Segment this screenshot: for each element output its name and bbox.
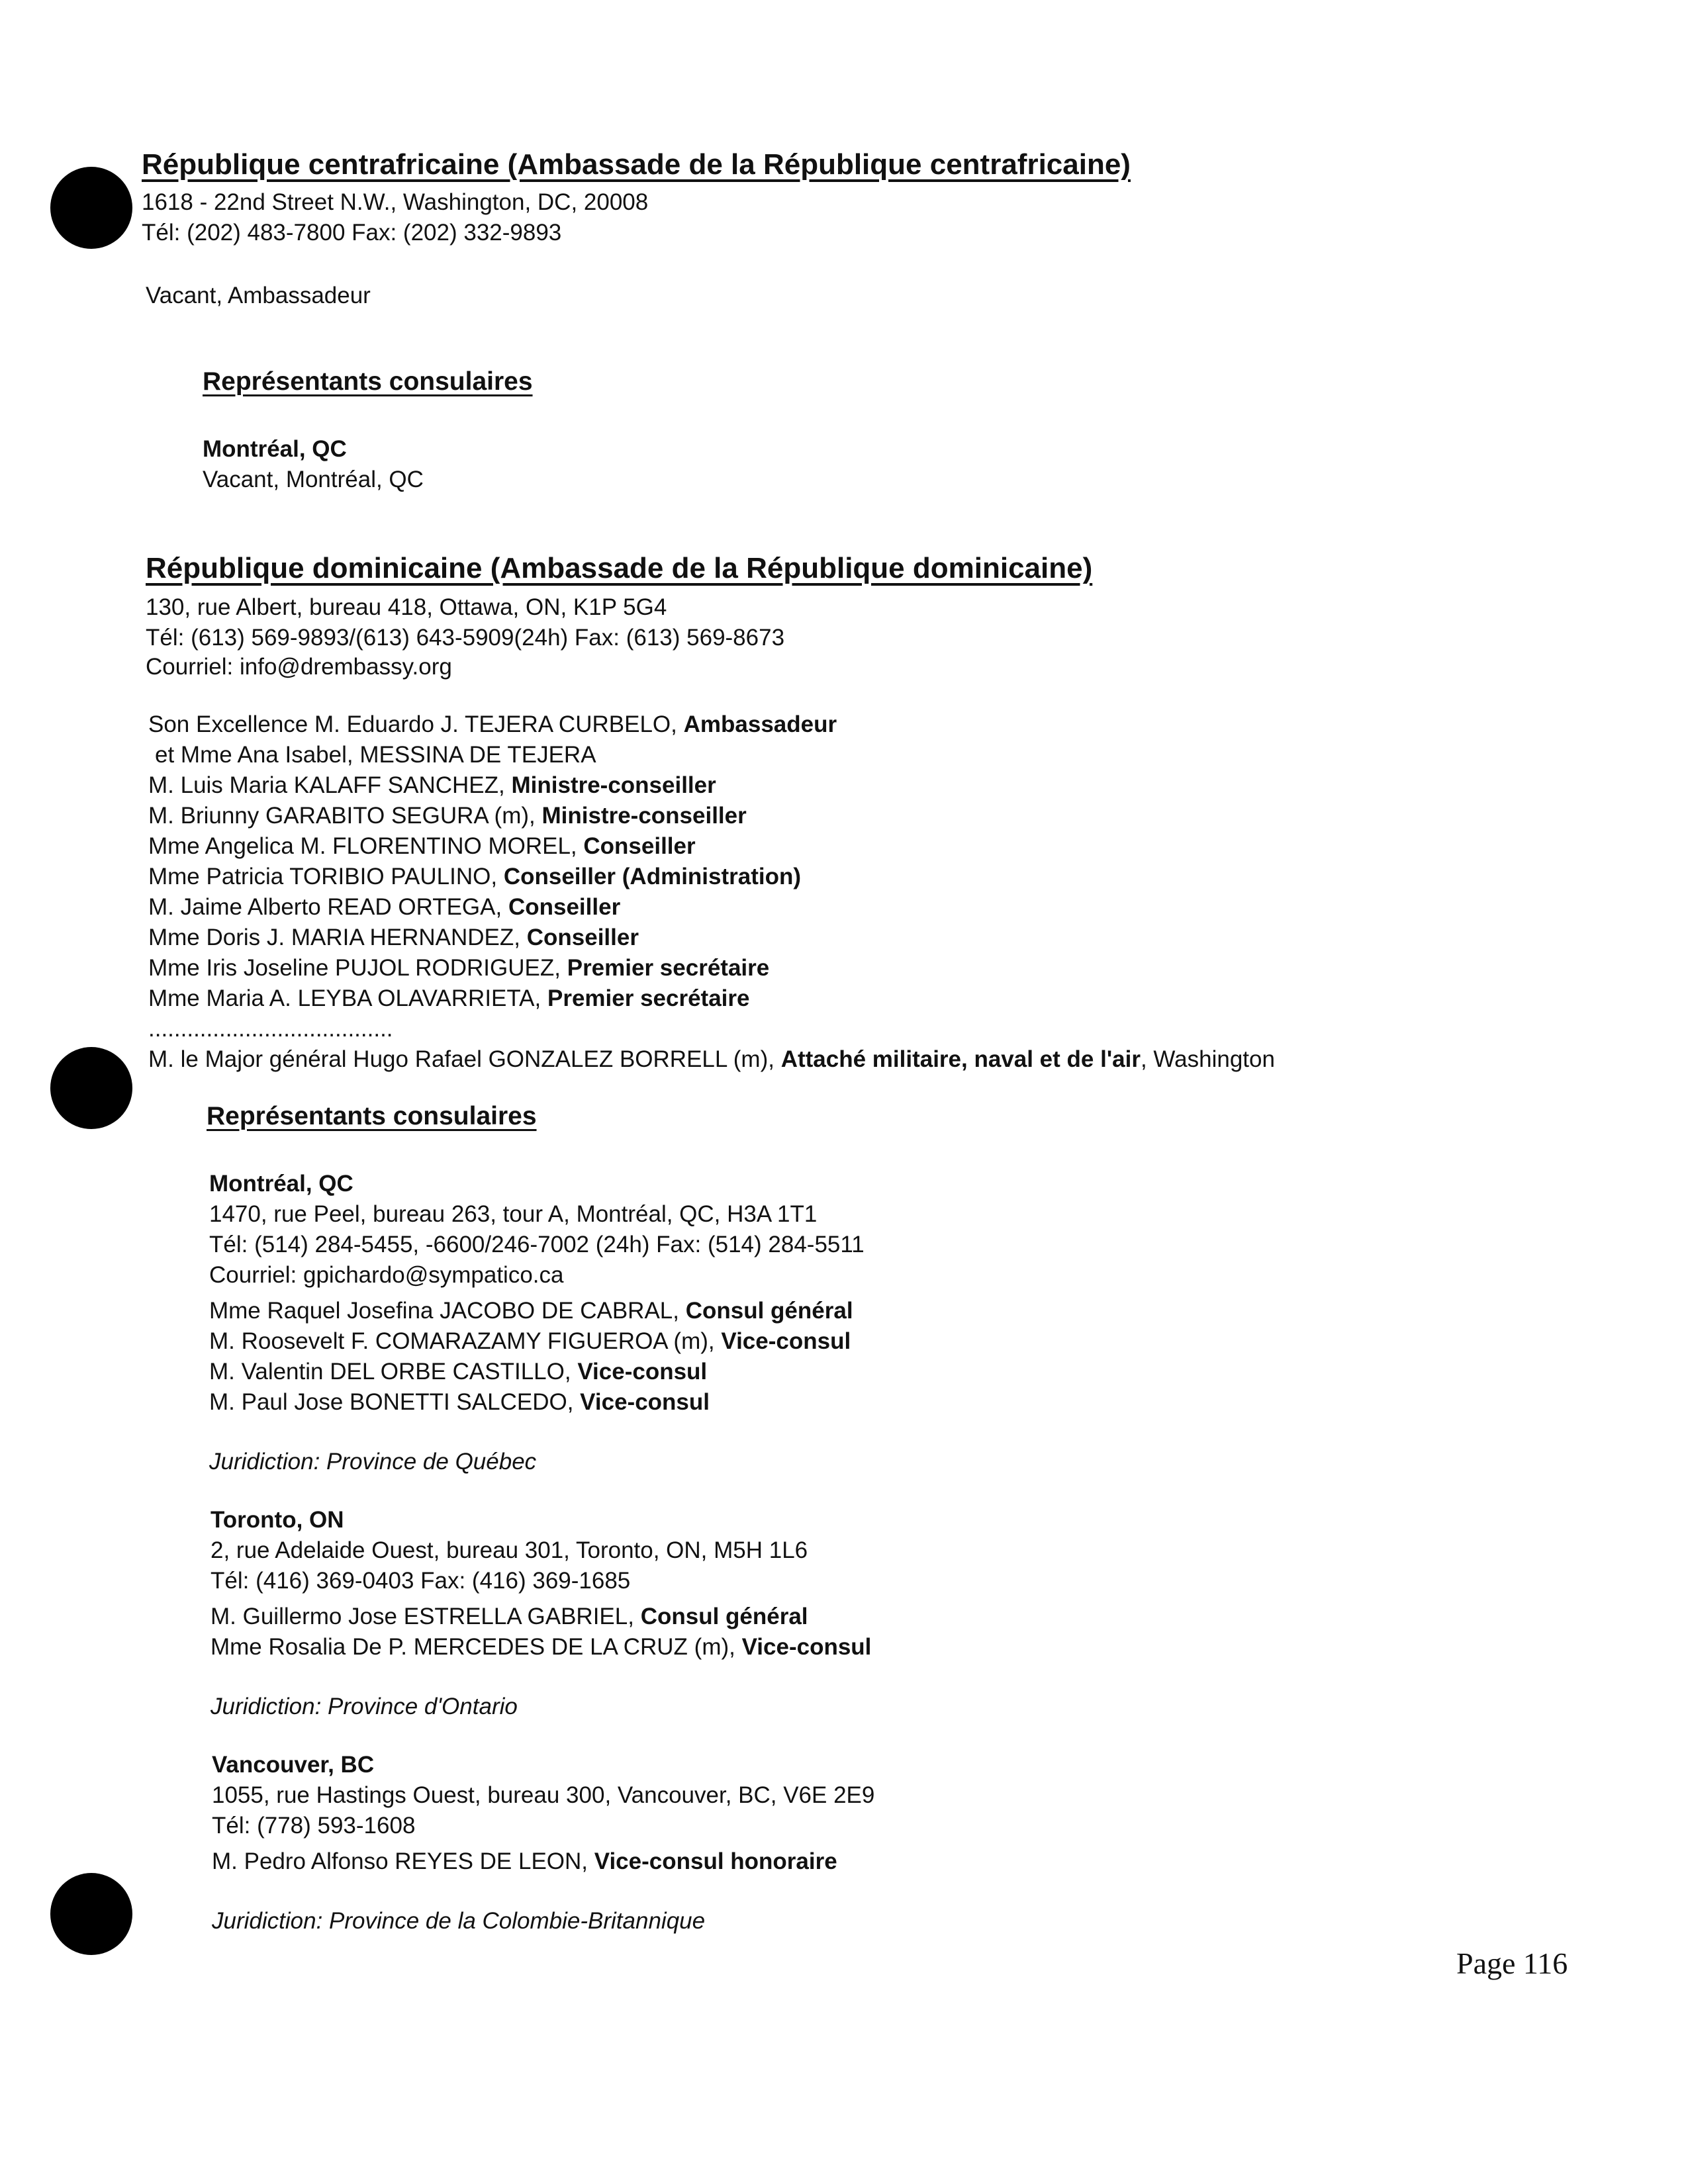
consulate-address: 1055, rue Hastings Ouest, bureau 300, Vancouver, BC, V6E 2E9 <box>212 1782 875 1808</box>
car-consular-heading: Représentants consulaires <box>203 367 533 396</box>
car-address: 1618 - 22nd Street N.W., Washington, DC, 20008 <box>142 189 649 215</box>
consulate-vancouver <box>212 1750 874 1936</box>
list-item: M. Roosevelt F. COMARAZAMY FIGUEROA (m), Vice-consul <box>209 1328 851 1354</box>
list-item: Mme Angelica M. FLORENTINO MOREL, Conseiller <box>148 833 696 859</box>
consulate-city: Toronto, ON <box>211 1507 344 1533</box>
punch-hole-top <box>50 167 132 249</box>
list-item: M. Guillermo Jose ESTRELLA GABRIEL, Consul général <box>211 1604 808 1629</box>
consulate-city: Montréal, QC <box>209 1171 353 1197</box>
consulate-city: Vancouver, BC <box>212 1752 375 1778</box>
dr-heading: République dominicaine (Ambassade de la République dominicaine) <box>146 552 1093 584</box>
car-phone: Tél: (202) 483-7800 Fax: (202) 332-9893 <box>142 220 562 246</box>
consulate-jurisdiction: Juridiction: Province de la Colombie-Britannique <box>212 1908 706 1934</box>
list-item: M. Jaime Alberto READ ORTEGA, Conseiller <box>148 894 621 920</box>
list-item: M. le Major général Hugo Rafael GONZALEZ BORRELL (m), Attaché militaire, naval et de l'air, Washington <box>148 1046 1275 1072</box>
list-item: M. Valentin DEL ORBE CASTILLO, Vice-consul <box>209 1359 708 1385</box>
list-item: Son Excellence M. Eduardo J. TEJERA CURBELO, Ambassadeur <box>148 711 837 737</box>
dr-phone: Tél: (613) 569-9893/(613) 643-5909(24h) Fax: (613) 569-8673 <box>146 625 785 651</box>
consulate-phone: Tél: (514) 284-5455, -6600/246-7002 (24h) Fax: (514) 284-5511 <box>209 1232 865 1257</box>
consulate-phone: Tél: (416) 369-0403 Fax: (416) 369-1685 <box>211 1568 631 1594</box>
list-item: Mme Maria A. LEYBA OLAVARRIETA, Premier secrétaire <box>148 985 750 1011</box>
page-number: Page 116 <box>1456 1946 1568 1980</box>
consulate-jurisdiction: Juridiction: Province d'Ontario <box>211 1694 518 1719</box>
separator-dots: ...................................... <box>148 1016 393 1042</box>
consulate-montreal <box>209 1169 865 1477</box>
list-item: M. Paul Jose BONETTI SALCEDO, Vice-consul <box>209 1389 710 1415</box>
car-city: Montréal, QC <box>203 436 347 462</box>
list-item: Mme Doris J. MARIA HERNANDEZ, Conseiller <box>148 925 639 950</box>
dr-staff-list <box>148 709 1275 1075</box>
car-ambassador: Vacant, Ambassadeur <box>146 283 371 308</box>
list-item: Mme Patricia TORIBIO PAULINO, Conseiller (Administration) <box>148 864 802 889</box>
list-item: M. Pedro Alfonso REYES DE LEON, Vice-consul honoraire <box>212 1848 837 1874</box>
list-item: et Mme Ana Isabel, MESSINA DE TEJERA <box>155 742 596 768</box>
car-city-line: Vacant, Montréal, QC <box>203 467 424 492</box>
list-item: M. Briunny GARABITO SEGURA (m), Ministre-conseiller <box>148 803 747 829</box>
dr-address: 130, rue Albert, bureau 418, Ottawa, ON, K1P 5G4 <box>146 594 667 620</box>
list-item: Mme Iris Joseline PUJOL RODRIGUEZ, Premier secrétaire <box>148 955 770 981</box>
punch-hole-bottom <box>50 1873 132 1955</box>
punch-hole-middle <box>50 1047 132 1129</box>
consulate-jurisdiction: Juridiction: Province de Québec <box>209 1449 537 1475</box>
list-item: Mme Raquel Josefina JACOBO DE CABRAL, Consul général <box>209 1298 853 1324</box>
consulate-address: 2, rue Adelaide Ouest, bureau 301, Toronto, ON, M5H 1L6 <box>211 1537 808 1563</box>
dr-email: Courriel: info@drembassy.org <box>146 654 452 680</box>
dr-consular-heading: Représentants consulaires <box>207 1102 537 1130</box>
consulate-email: Courriel: gpichardo@sympatico.ca <box>209 1262 564 1288</box>
car-heading: République centrafricaine (Ambassade de la République centrafricaine) <box>142 148 1131 181</box>
consulate-phone: Tél: (778) 593-1608 <box>212 1813 416 1839</box>
consulate-toronto <box>211 1505 871 1722</box>
list-item: Mme Rosalia De P. MERCEDES DE LA CRUZ (m), Vice-consul <box>211 1634 872 1660</box>
list-item: M. Luis Maria KALAFF SANCHEZ, Ministre-conseiller <box>148 772 716 798</box>
consulate-address: 1470, rue Peel, bureau 263, tour A, Montréal, QC, H3A 1T1 <box>209 1201 818 1227</box>
